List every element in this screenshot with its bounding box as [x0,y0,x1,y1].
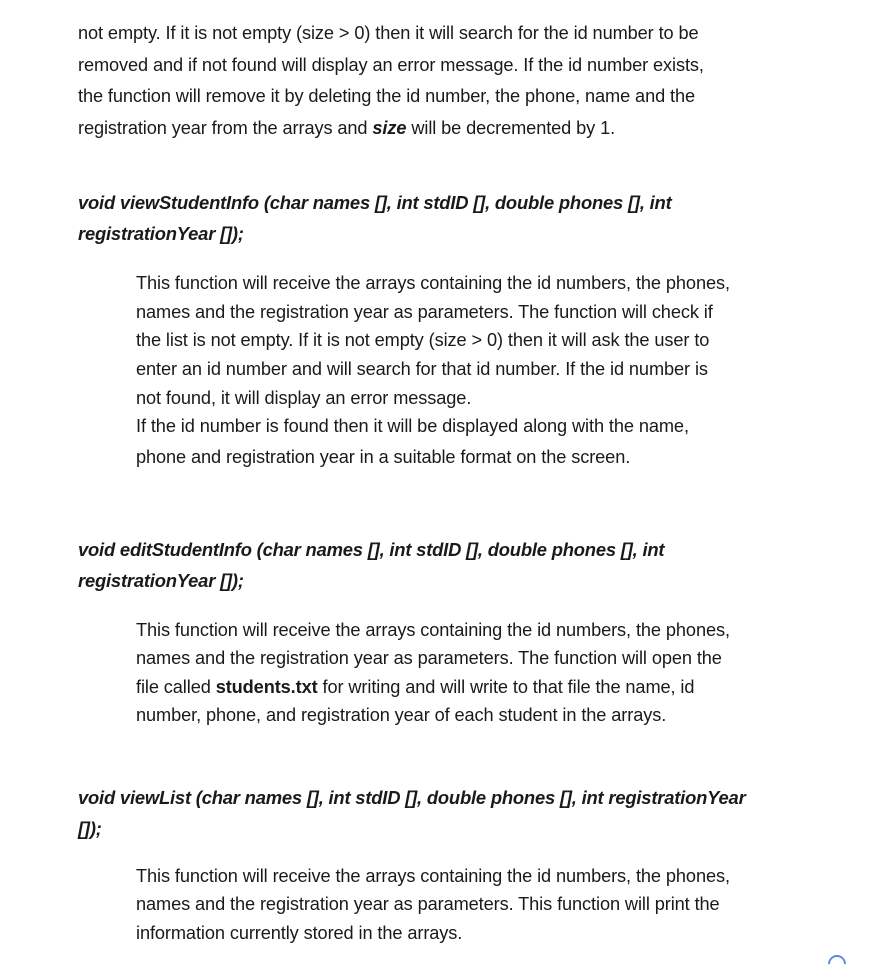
description-line: names and the registration year as parameters. The function will check if [136,301,713,322]
signature-line: void editStudentInfo (char names [], int stdID [], double phones [], int [78,539,665,560]
description-line: number, phone, and registration year of each student in the arrays. [136,704,667,725]
signature-line: void viewList (char names [], int stdID [], double phones [], int registrationYear [78,787,746,808]
description-text: file called [136,676,216,697]
description-line: enter an id number and will search for that id number. If the id number is [136,359,708,380]
signature-line: void viewStudentInfo (char names [], int stdID [], double phones [], int [78,192,672,213]
size-keyword: size [372,117,407,138]
description-line: names and the registration year as parameters. The function will open the [136,648,722,669]
signature-line: registrationYear []); [78,223,244,244]
intro-line: not empty. If it is not empty (size > 0) then it will search for the id number to be [78,23,699,43]
edit-student-info-signature [78,534,664,596]
view-student-info-signature [78,187,672,249]
description-line: names and the registration year as parameters. This function will print the [136,894,720,915]
description-line: If the id number is found then it will be displayed along with the name, [136,415,689,436]
view-list-signature [78,782,746,844]
intro-line: removed and if not found will display an error message. If the id number exists, [78,54,704,75]
scroll-indicator-icon [824,951,849,976]
description-text: for writing and will write to that file the name, id [317,676,695,697]
description-line [136,673,730,701]
signature-line: []); [78,818,102,839]
edit-student-info-description [136,616,730,729]
description-line: the list is not empty. If it is not empty (size > 0) then it will ask the user to [136,330,710,351]
description-line: This function will receive the arrays containing the id numbers, the phones, [136,273,730,293]
description-line: This function will receive the arrays containing the id numbers, the phones, [136,866,730,886]
description-line: phone and registration year in a suitable format on the screen. [136,447,631,468]
view-student-info-description [136,269,730,472]
view-list-description [136,862,730,947]
filename-keyword: students.txt [215,676,318,697]
description-line: information currently stored in the arrays. [136,922,463,943]
intro-paragraph [78,18,704,144]
signature-line: registrationYear []); [78,570,244,591]
intro-text: will be decremented by 1. [406,117,616,138]
intro-line: the function will remove it by deleting the id number, the phone, name and the [78,86,696,106]
description-line: This function will receive the arrays containing the id numbers, the phones, [136,620,730,640]
description-line: not found, it will display an error message. [136,387,472,408]
intro-text: registration year from the arrays and [78,117,373,138]
intro-line [78,113,704,145]
